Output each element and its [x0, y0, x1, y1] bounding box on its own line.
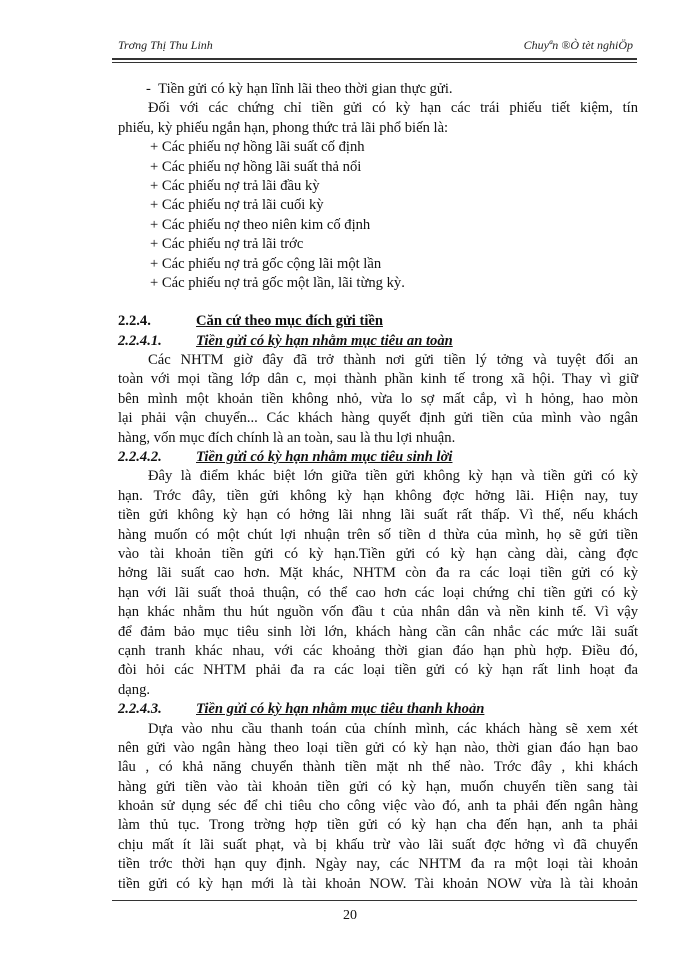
list-item: + Các phiếu nợ theo niên kim cố định [150, 216, 371, 233]
header-author: Trơng Thị Thu Linh [118, 38, 213, 52]
paragraph-line: để đảm bảo mục tiêu sinh lời lớn, khách hàng cần cân nhắc các mức lãi suất [118, 623, 638, 640]
paragraph-line: hạn với lãi suất thoả thuận, có thể cao hơn các loại chứng chỉ tiền gửi có kỳ [118, 584, 638, 601]
paragraph-line: tiền gửi không kỳ hạn có hởng lãi nhng lãi suất rất thấp. Vì thế, nếu khách [118, 507, 638, 524]
paragraph-line: Dựa vào nhu cầu thanh toán của chính mình, các khách hàng sẽ xem xét [148, 720, 638, 737]
paragraph-line: khoản sử dụng séc để chi tiêu cho công việc vào đó, anh ta phải đến ngân hàng [118, 798, 638, 815]
list-item: + Các phiếu nợ trả lãi cuối kỳ [150, 197, 324, 214]
list-item: + Các phiếu nợ trả lãi trớc [150, 236, 304, 253]
paragraph-line: Các NHTM giờ đây đã trở thành nơi gửi tiền lý tởng và tuyệt đối an [148, 352, 638, 369]
paragraph-line: lại phải vận chuyển... Các khách hàng quyết định gửi tiền của mình vào ngân [118, 410, 638, 427]
paragraph-line: làm thủ tục. Trong trờng hợp tiền gửi có kỳ hạn cha đến hạn, anh ta phải [118, 817, 638, 834]
subsection-heading: 2.2.4.1. Tiền gửi có kỳ hạn nhằm mục tiêu an toàn [118, 332, 453, 349]
header-doc-title: Chuyªn ®Ò tèt nghiÖp [523, 38, 633, 52]
list-item: + Các phiếu nợ hồng lãi suất cố định [150, 139, 365, 156]
paragraph-line: hàng muốn có một chút lợi nhuận trên số tiền d thừa của mình, họ sẽ gửi tiền [118, 526, 638, 543]
paragraph-line: hạn. Trớc đây, tiền gửi không kỳ hạn không đợc hởng lãi. Hiện nay, tuy [118, 487, 638, 504]
list-item: + Các phiếu nợ trả gốc cộng lãi một lần [150, 255, 382, 272]
spacer [118, 293, 638, 312]
paragraph-line: bên mình một khoản tiền không nhỏ, vừa lo sợ mất cắp, vì h hỏng, hao mòn [118, 390, 638, 407]
header-rule-thick [112, 58, 637, 60]
page-number: 20 [343, 908, 357, 923]
paragraph-line: chịu mất ít lãi suất phạt, và bị khấu trừ vào lãi suất đợc hởng vì đã chuyển [118, 836, 638, 853]
paragraph-line: vào tài khoản tiền gửi có kỳ hạn.Tiền gửi có kỳ hạn càng dài, càng đợc [118, 545, 638, 562]
body-text [118, 80, 638, 894]
paragraph-line: phiếu, kỳ phiếu ngắn hạn, phong thức trả lãi phổ biến là: [118, 119, 449, 136]
dash-bullet-icon: - [146, 81, 159, 97]
subsection-heading: 2.2.4.3. Tiền gửi có kỳ hạn nhằm mục tiêu thanh khoản [118, 701, 485, 718]
paragraph-line: tiền trớc thời hạn quy định. Ngày nay, các NHTM đa ra một loại tài khoản [118, 856, 638, 873]
paragraph-line: lâu , có khả năng chuyển thành tiền mặt nh thế nào. Trớc đây , khi khách [118, 759, 638, 776]
subsection-heading: 2.2.4.2. Tiền gửi có kỳ hạn nhằm mục tiêu sinh lời [118, 449, 453, 466]
paragraph-line: dạng. [118, 681, 151, 698]
paragraph-line: Đây là điểm khác biệt lớn giữa tiền gửi không kỳ hạn và tiền gửi có kỳ [148, 468, 638, 485]
paragraph-line: cạnh tranh khác nhau, với các khoảng thời gian đáo hạn phù hợp. Điều đó, [118, 642, 638, 659]
list-item: + Các phiếu nợ trả gốc một lần, lãi từng kỳ. [150, 274, 405, 291]
list-item: + Các phiếu nợ hồng lãi suất thả nổi [150, 158, 362, 175]
page-header [112, 34, 637, 56]
list-item: + Các phiếu nợ trả lãi đầu kỳ [150, 177, 320, 194]
paragraph-line: nên gửi vào ngân hàng theo loại tiền gửi có kỳ hạn nào, thời gian đáo hạn bao [118, 739, 638, 756]
paragraph-line: hạn khác nhằm thu hút nguồn vốn đầu t của nhân dân và nền kinh tế. Vì vậy [118, 604, 638, 621]
paragraph-line: tiền gửi có kỳ hạn mới là tài khoản NOW. Tài khoản NOW vừa là tài khoản [118, 875, 638, 892]
paragraph-line: hàng, vốn mục đích chính là an toàn, sau là thu lợi nhuận. [118, 429, 456, 446]
paragraph-line: hởng lãi suất cao hơn. Mặt khác, NHTM còn đa ra các loại tiền gửi có kỳ [118, 565, 638, 582]
section-heading: 2.2.4. Căn cứ theo mục đích gửi tiền [118, 313, 383, 330]
footer-rule [112, 900, 637, 901]
bullet-line: - Tiền gửi có kỳ hạn lĩnh lãi theo thời gian thực gửi. [146, 81, 453, 97]
paragraph-line: toàn với mọi tầng lớp dân c, mọi thành phần kinh tế trong xã hội. Thay vì giữ [118, 371, 638, 388]
header-rule-thin [112, 62, 637, 63]
paragraph-line: hàng gửi tiền vào tài khoản tiền gửi có kỳ hạn, muốn chuyển tiền sang tài [118, 778, 638, 795]
paragraph-line: đòi hỏi các NHTM phải đa ra các loại tiền gửi có kỳ hạn rất linh hoạt đa [118, 662, 638, 679]
paragraph-line: Đối với các chứng chỉ tiền gửi có kỳ hạn các trái phiếu tiết kiệm, tín [148, 100, 638, 117]
